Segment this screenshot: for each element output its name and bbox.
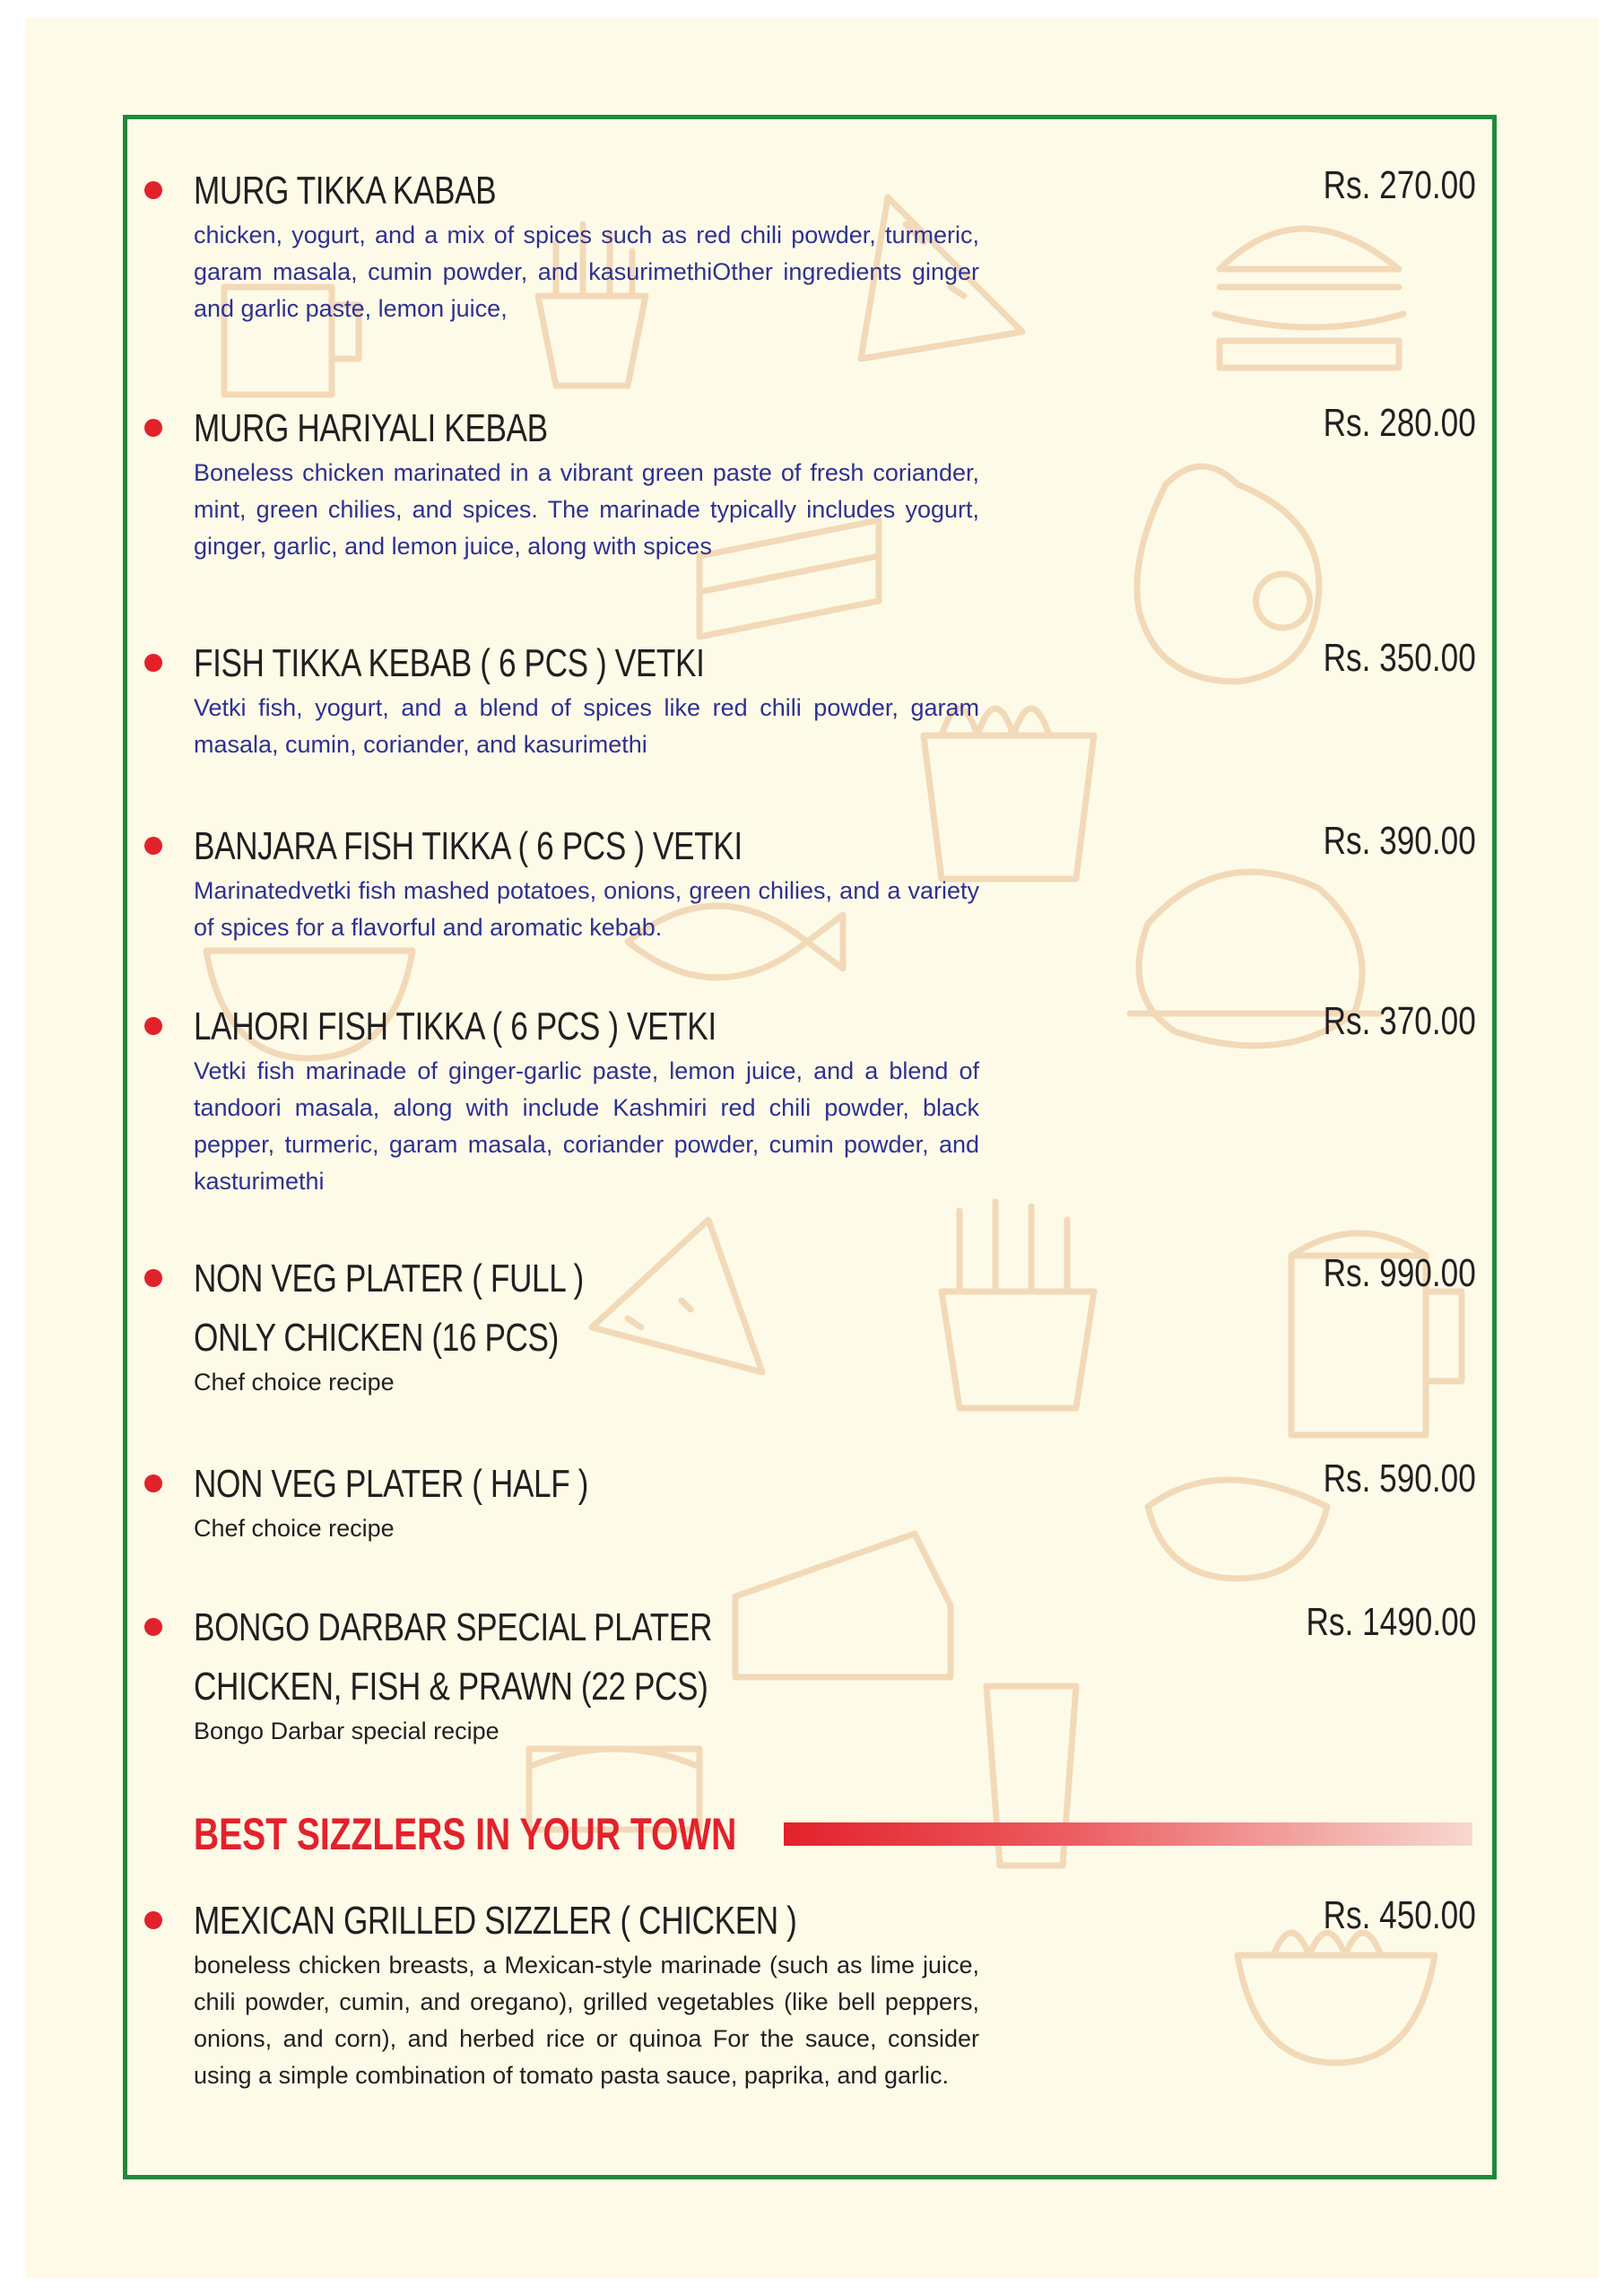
item-description: Chef choice recipe [194, 1369, 395, 1396]
item-price: Rs. 590.00 [1323, 1457, 1476, 1500]
item-name: BONGO DARBAR SPECIAL PLATER [194, 1605, 712, 1649]
bullet-icon [144, 1474, 162, 1492]
bullet-icon [144, 1911, 162, 1929]
item-name: NON VEG PLATER ( FULL ) [194, 1257, 584, 1300]
item-description: Bongo Darbar special recipe [194, 1718, 499, 1744]
item-price: Rs. 270.00 [1323, 163, 1476, 207]
item-price: Rs. 370.00 [1323, 999, 1476, 1043]
bullet-icon [144, 181, 162, 199]
section-title: BEST SIZZLERS IN YOUR TOWN [194, 1809, 737, 1859]
item-name: NON VEG PLATER ( HALF ) [194, 1462, 588, 1506]
item-price: Rs. 350.00 [1323, 636, 1476, 680]
item-name: LAHORI FISH TIKKA ( 6 PCS ) VETKI [194, 1004, 716, 1048]
bullet-icon [144, 419, 162, 437]
item-description: Marinatedvetki fish mashed potatoes, onions, green chilies, and a variety of spices for a flavorful and aromatic kebab. [194, 877, 979, 941]
section-divider-bar [784, 1822, 1472, 1846]
item-name: MURG TIKKA KABAB [194, 169, 497, 213]
item-description: boneless chicken breasts, a Mexican-style marinade (such as lime juice, chili powder, cumin, and oregano), grilled vegetables (like bell peppers, onions, and corn), and herbed rice or quinoa For the sauce, consider using a simple combination of tomato pasta sauce, paprika, and garlic. [194, 1952, 979, 2089]
item-description: Chef choice recipe [194, 1515, 395, 1542]
item-description: Boneless chicken marinated in a vibrant green paste of fresh coriander, mint, green chilies, and spices. The marinade typically includes yogurt, ginger, garlic, and lemon juice, along with spices [194, 459, 979, 560]
item-name: FISH TIKKA KEBAB ( 6 PCS ) VETKI [194, 641, 705, 685]
item-price: Rs. 1490.00 [1306, 1600, 1476, 1644]
item-description: Vetki fish marinade of ginger-garlic paste, lemon juice, and a blend of tandoori masala, along with include Kashmiri red chili powder, black pepper, turmeric, garam masala, coriander powder, cumin powder, and kasturimethi [194, 1057, 979, 1195]
item-name-line-2: ONLY CHICKEN (16 PCS) [194, 1316, 559, 1360]
item-description: Vetki fish, yogurt, and a blend of spices like red chili powder, garam masala, cumin, coriander, and kasurimethi [194, 694, 979, 758]
bullet-icon [144, 837, 162, 855]
bullet-icon [144, 1618, 162, 1636]
item-description: chicken, yogurt, and a mix of spices such as red chili powder, turmeric, garam masala, cumin powder, and kasurimethiOther ingredients ginger and garlic paste, lemon juice, [194, 222, 979, 322]
item-name: MEXICAN GRILLED SIZZLER ( CHICKEN ) [194, 1899, 797, 1943]
item-price: Rs. 280.00 [1323, 401, 1476, 445]
item-price: Rs. 450.00 [1323, 1893, 1476, 1937]
bullet-icon [144, 1017, 162, 1035]
bullet-icon [144, 654, 162, 672]
item-name: BANJARA FISH TIKKA ( 6 PCS ) VETKI [194, 824, 743, 868]
bullet-icon [144, 1269, 162, 1287]
item-price: Rs. 390.00 [1323, 819, 1476, 863]
item-name-line-2: CHICKEN, FISH & PRAWN (22 PCS) [194, 1665, 708, 1709]
item-name: MURG HARIYALI KEBAB [194, 406, 548, 450]
item-price: Rs. 990.00 [1323, 1251, 1476, 1295]
